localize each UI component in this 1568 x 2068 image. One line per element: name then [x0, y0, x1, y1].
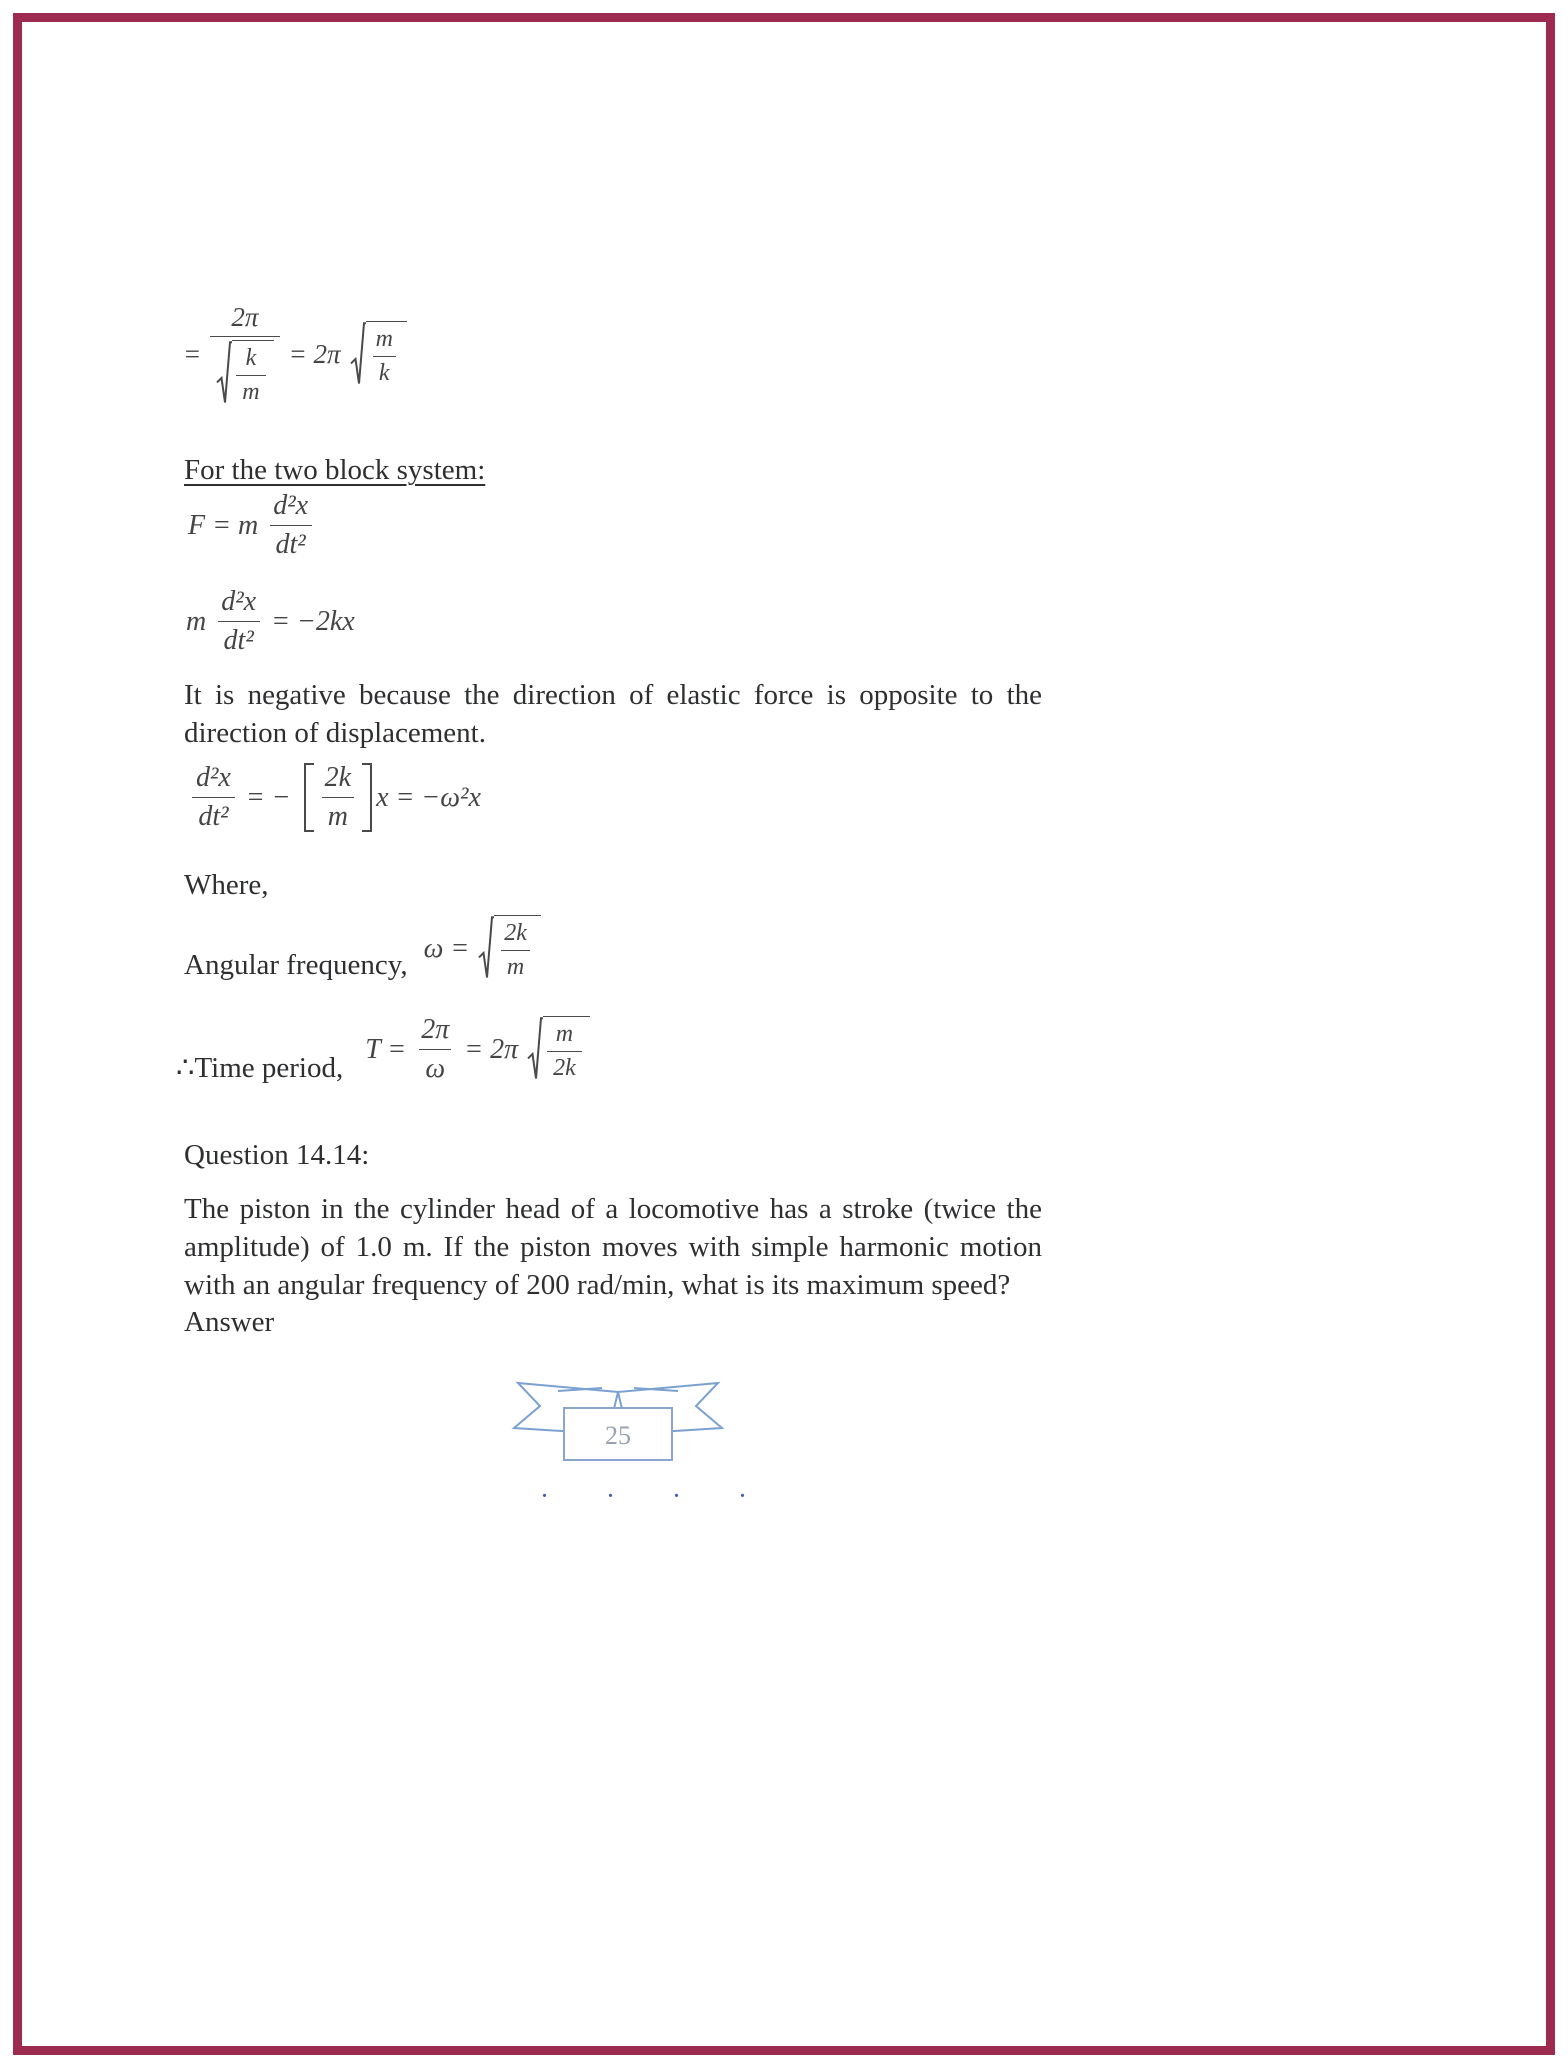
time-period-row — [176, 1014, 590, 1087]
right-bracket — [362, 763, 372, 832]
radical-sign-icon — [527, 1016, 543, 1083]
page-number-ribbon — [498, 1378, 738, 1470]
where-label: Where, — [184, 869, 269, 901]
fraction-denominator: dt² — [270, 525, 312, 561]
equals-coefficient: = 2π — [288, 339, 341, 369]
square-root — [216, 340, 273, 407]
radical-sign-icon — [478, 915, 494, 982]
fraction-numerator: m — [555, 1021, 574, 1047]
cropped-footer-marks: . . . . — [542, 1480, 773, 1502]
equation-rhs: = −2kx — [271, 605, 355, 637]
fraction-denominator: dt² — [192, 797, 234, 833]
radicand — [543, 1016, 590, 1083]
square-root — [350, 321, 407, 388]
radical-sign-icon — [350, 321, 366, 388]
fraction-denominator: 2k — [547, 1051, 582, 1082]
equation-restoring-force — [186, 586, 364, 657]
equation-omega-squared — [190, 762, 490, 833]
fraction-numerator: d²x — [221, 586, 257, 617]
fraction-numerator: 2π — [231, 302, 259, 332]
equation-angular-frequency — [424, 915, 541, 982]
square-root — [527, 1016, 590, 1083]
equals-minus-sign: = − — [245, 781, 291, 813]
question-heading: Question 14.14: — [184, 1139, 370, 1171]
fraction — [210, 302, 279, 407]
equation-lhs: ω = — [423, 932, 470, 964]
fraction-numerator: 2k — [324, 762, 352, 793]
fraction — [215, 586, 262, 657]
fraction — [190, 762, 237, 833]
equals-sign: = — [183, 339, 202, 369]
radicand — [494, 915, 541, 982]
time-period-label: ∴Time period, — [176, 1052, 344, 1084]
radicand — [366, 321, 407, 388]
fraction — [319, 762, 357, 833]
square-root — [478, 915, 541, 982]
answer-label: Answer — [184, 1306, 275, 1338]
fraction-numerator: d²x — [196, 762, 231, 793]
fraction-numerator: k — [245, 345, 257, 371]
fraction-numerator: m — [375, 326, 393, 352]
fraction-denominator: ω — [419, 1049, 451, 1085]
equals-coefficient: = 2π — [464, 1033, 519, 1065]
two-block-system-heading: For the two block system: — [184, 454, 486, 486]
radical-sign-icon — [216, 340, 232, 407]
left-bracket — [304, 763, 314, 832]
equation-rhs: x = −ω²x — [376, 781, 481, 813]
fraction-numerator: d²x — [273, 490, 309, 521]
fraction-numerator: 2π — [421, 1014, 450, 1045]
fraction-denominator: m — [236, 375, 265, 406]
equation-period-continued — [183, 302, 407, 407]
equation-newton-second-law — [188, 490, 314, 561]
equation-time-period — [365, 1014, 590, 1085]
fraction-denominator — [210, 336, 279, 407]
equation-lhs: F = m — [188, 509, 259, 541]
fraction — [267, 490, 314, 561]
fraction — [415, 1014, 455, 1085]
angular-frequency-label: Angular frequency, — [184, 949, 408, 981]
negative-direction-note: It is negative because the direction of elastic force is opposite to the direction of displacement. — [184, 679, 1042, 749]
equation-lhs: T = — [365, 1033, 407, 1065]
fraction-denominator: m — [322, 797, 354, 833]
radicand — [232, 340, 273, 407]
fraction-denominator: m — [501, 950, 530, 981]
question-body: The piston in the cylinder head of a locomotive has a stroke (twice the amplitude) of 1.0 m. If the piston moves with simple harmonic motion with an angular frequency of 200 rad/min, what is its maximum speed? — [184, 1193, 1042, 1301]
fraction-numerator: 2k — [504, 920, 527, 946]
angular-frequency-row — [184, 915, 541, 984]
equation-lhs: m — [186, 605, 207, 637]
fraction-denominator: k — [373, 356, 396, 387]
page-number: 25 — [605, 1421, 631, 1450]
fraction-denominator: dt² — [218, 621, 260, 657]
